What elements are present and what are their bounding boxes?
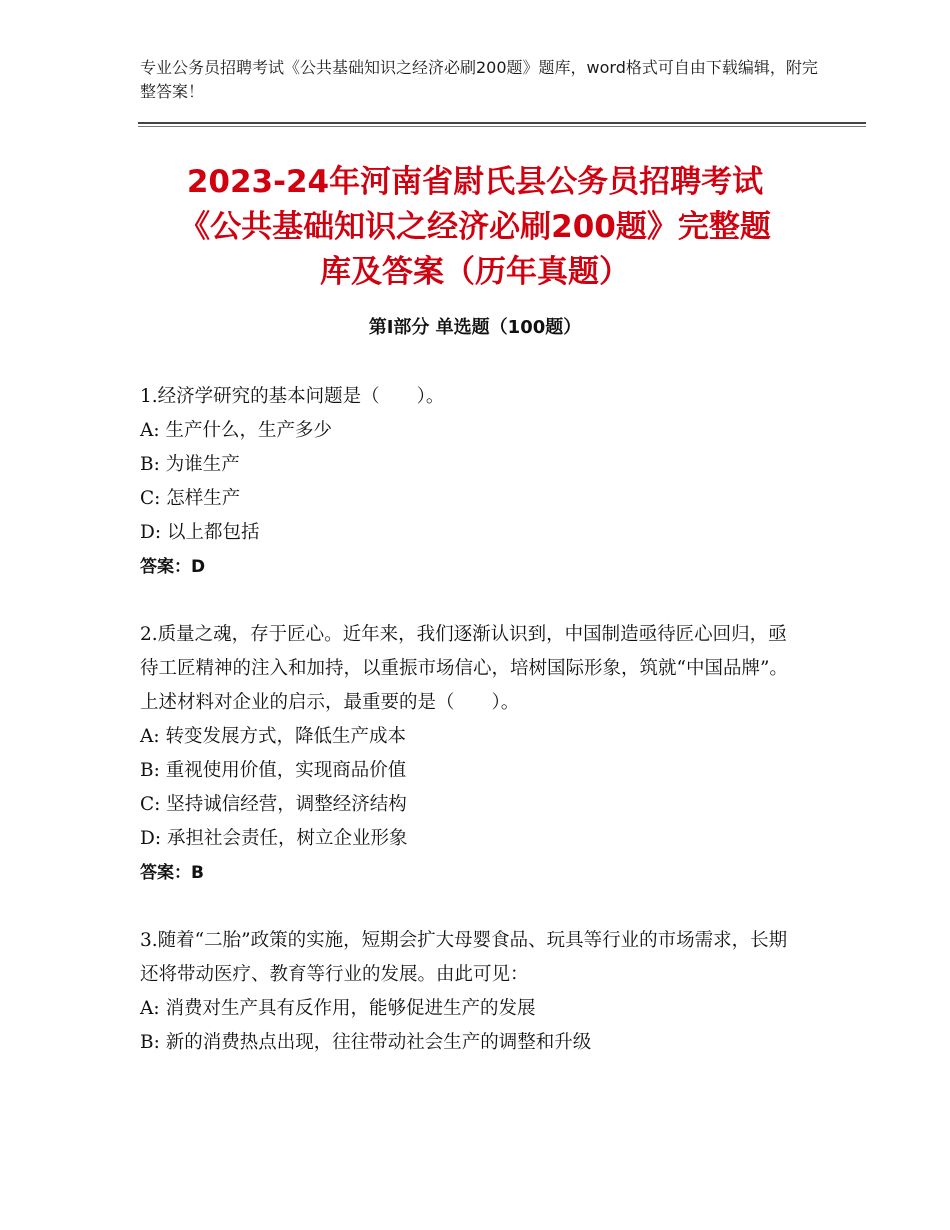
header-divider-thin [138,126,866,127]
question-stem: 3.随着“二胎”政策的实施，短期会扩大母婴食品、玩具等行业的市场需求，长期还将带动医疗、教育等行业的发展。由此可见： [140,930,788,985]
option-a: A: 生产什么，生产多少 [140,420,332,441]
option-a: A: 消费对生产具有反作用，能够促进生产的发展 [140,998,536,1019]
header-divider-thick [138,122,866,124]
part-heading: 第Ⅰ部分 单选题（100题） [368,317,582,338]
document-title [140,160,810,295]
title-line: 2023-24年河南省尉氏县公务员招聘考试 [186,164,764,200]
title-line: 《公共基础知识之经济必刷200题》完整题 [179,209,771,245]
answer: 答案：B [140,863,204,883]
option-d: D: 以上都包括 [140,522,260,543]
question-2 [140,618,805,890]
option-c: C: 怎样生产 [140,488,241,509]
answer: 答案：D [140,557,206,577]
question-3 [140,924,805,1060]
option-c: C: 坚持诚信经营，调整经济结构 [140,794,407,815]
question-1 [140,380,805,584]
question-stem: 1.经济学研究的基本问题是（ ）。 [140,386,445,407]
question-list [140,380,805,1094]
option-d: D: 承担社会责任，树立企业形象 [140,828,408,849]
option-b: B: 为谁生产 [140,454,240,475]
option-b: B: 新的消费热点出现，往往带动社会生产的调整和升级 [140,1032,592,1053]
option-b: B: 重视使用价值，实现商品价值 [140,760,407,781]
header-note: 专业公务员招聘考试《公共基础知识之经济必刷200题》题库，word格式可自由下载编辑，附完整答案！ [140,58,818,101]
option-a: A: 转变发展方式，降低生产成本 [140,726,406,747]
title-line: 库及答案（历年真题） [320,254,630,290]
question-stem: 2.质量之魂，存于匠心。近年来，我们逐渐认识到，中国制造亟待匠心回归，亟待工匠精神的注入和加持，以重振市场信心，培树国际形象，筑就“中国品牌”。上述材料对企业的启示，最重要的是（ ）。 [140,624,788,713]
